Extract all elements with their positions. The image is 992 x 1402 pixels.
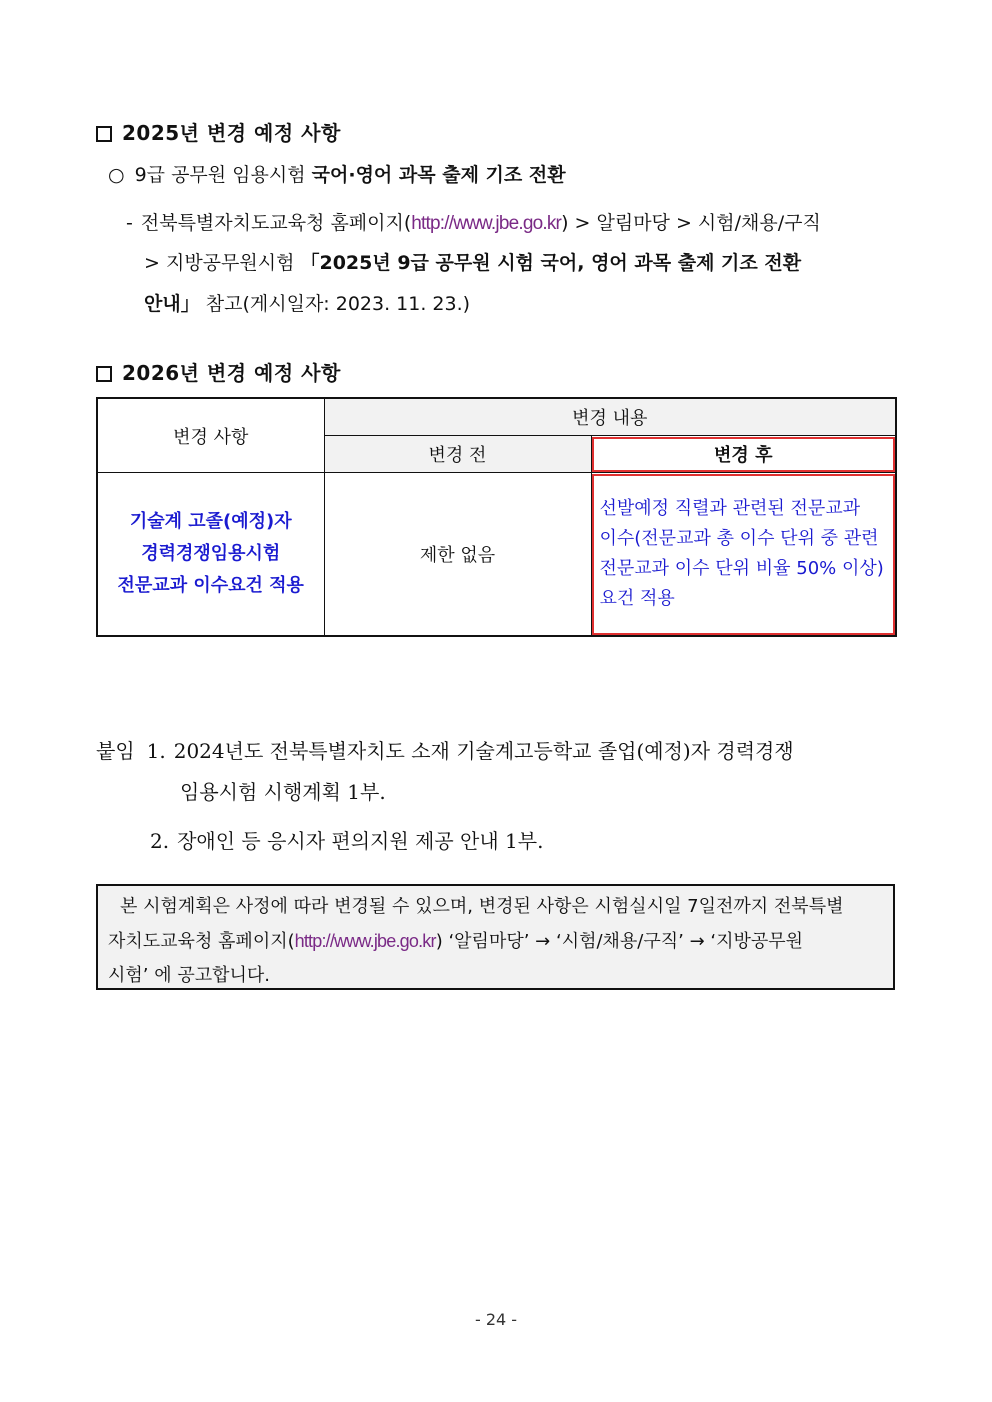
section-2026-heading (96, 357, 341, 386)
row-after-line: 전문교과 이수 단위 비율 50% 이상) (599, 558, 884, 579)
sub3-post: 참고(게시일자: 2023. 11. 23.) (199, 293, 471, 315)
notice-line (108, 890, 885, 924)
sub1-post: ) > 알림마당 > 시험/채용/구직 (561, 212, 821, 234)
attachment-1-text: 2024년도 전북특별자치도 소재 기술계고등학교 졸업(예정)자 경력경쟁 (173, 739, 794, 763)
section-2025-title: 2025년 변경 예정 사항 (122, 121, 341, 145)
row-after (591, 473, 896, 637)
row-item-line: 경력경쟁임용시험 (141, 543, 281, 564)
page-number: - 24 - (474, 1310, 518, 1329)
item-2025-line (108, 160, 566, 187)
dash-bullet: - (126, 212, 133, 234)
checkbox-square-icon (96, 126, 112, 142)
attachment-2 (150, 825, 543, 854)
notice-box (96, 884, 895, 990)
notice-line-2-post: ) ‘알림마당’ → ‘시험/채용/구직’ → ‘지방공무원 (435, 931, 804, 952)
item-2025-bold: 국어·영어 과목 출제 기조 전환 (311, 164, 566, 186)
notice-homepage-link[interactable]: http://www.jbe.go.kr (294, 931, 436, 951)
header-before: 변경 전 (324, 436, 591, 473)
attachment-2-num: 2. (150, 829, 170, 853)
row-after-line: 요건 적용 (599, 588, 675, 609)
item-2025-lead: 9급 공무원 임용시험 (134, 164, 312, 186)
row-change-item (97, 473, 324, 637)
checkbox-square-icon (96, 366, 112, 382)
attachment-1-num: 1. (146, 739, 166, 763)
section-2025-heading (96, 117, 341, 146)
sub2-bold: 「2025년 9급 공무원 시험 국어, 영어 과목 출제 기조 전환 (300, 252, 802, 274)
sub1-pre: 전북특별자치도교육청 홈페이지( (140, 212, 412, 234)
item-2025-sub2 (144, 248, 801, 275)
attachment-1-cont: 임용시험 시행계획 1부. (180, 780, 386, 804)
header-after: 변경 후 (591, 436, 896, 473)
section-2026-title: 2026년 변경 예정 사항 (122, 361, 341, 385)
attachment-1 (96, 735, 794, 764)
row-before: 제한 없음 (324, 473, 591, 637)
sub2-pre: > 지방공무원시험 (144, 252, 301, 274)
notice-line (108, 924, 885, 959)
row-after-line: 선발예정 직렬과 관련된 전문교과 (599, 498, 861, 519)
row-after-line: 이수(전문교과 총 이수 단위 중 관련 (599, 528, 879, 549)
notice-line-3: 시험’ 에 공고합니다. (108, 965, 270, 986)
notice-line (108, 959, 885, 993)
item-2025-sub1 (126, 208, 821, 235)
attachment-label: 붙임 (96, 739, 135, 763)
attachment-2-text: 장애인 등 응시자 편의지원 제공 안내 1부. (177, 829, 544, 853)
notice-line-1: 본 시험계획은 사정에 따라 변경될 수 있으며, 변경된 사항은 시험실시일 7일전까지 전북특별 (120, 896, 844, 917)
header-change-item: 변경 사항 (97, 398, 324, 473)
item-2025-sub3 (144, 289, 470, 316)
notice-line-2-pre: 자치도교육청 홈페이지( (108, 931, 295, 952)
header-change-content: 변경 내용 (324, 398, 896, 436)
change-table (96, 397, 897, 637)
sub3-bold: 안내」 (144, 293, 200, 315)
row-item-line: 전문교과 이수요건 적용 (117, 575, 304, 596)
circle-bullet-icon: ○ (108, 164, 125, 186)
homepage-link[interactable]: http://www.jbe.go.kr (411, 213, 562, 234)
row-item-line: 기술계 고졸(예정)자 (129, 511, 292, 532)
